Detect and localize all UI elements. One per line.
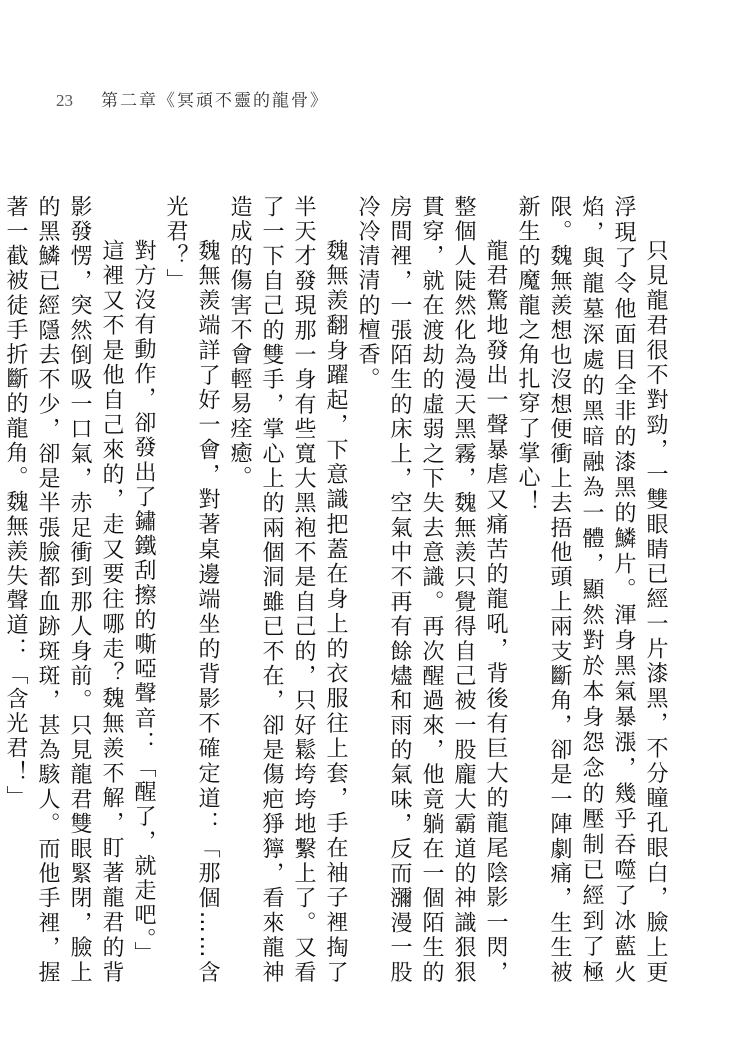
paragraph: 龍君驚地發出一聲暴虐又痛苦的龍吼，背後有巨大的龍尾陰影一閃，整個人陡然化為漫天黑霧，魏無羨只覺得自己被一股龐大霸道的神識狠狠貫穿，就在渡劫的虛弱之下失去意識。再次醒過來，他竟躺在一個陌生的房間裡，一張陌生的床上，空氣中不再有餘燼和雨的氣味，反而瀰漫一股冷冷清清的檀香。 [355,195,508,985]
paragraph: 魏無羨端詳了好一會，對著桌邊端坐的背影不確定道：「那個……含光君？」 [163,195,220,985]
paragraph: 這裡又不是他自己來的，走又要往哪走？魏無羨不解，盯著龍君的背影發愣，突然倒吸一口氣，赤足衝到那人身前。只見龍君雙眼緊閉，臉上的黑鱗已經隱去不少，卻是半張臉都血跡斑斑，甚為駭人。而他手裡，握著一截被徒手折斷的龍角。魏無羨失聲道：「含光君！」 [3,195,124,985]
chapter-title: 第二章《冥頑不靈的龍骨》 [101,91,329,111]
running-header [56,86,329,112]
paragraph: 對方沒有動作，卻發出了鏽鐵刮擦的嘶啞聲音：「醒了，就走吧。」 [131,239,156,966]
vertical-text-body [3,195,671,985]
paragraph: 魏無羨翻身躍起，下意識把蓋在身上的衣服往上套，手在袖子裡掏了半天才發現那一身有些寬大黑袍不是自己的，只好鬆垮垮地繫上了。又看了一下自己的雙手，掌心上的兩個洞雖已不在，卻是傷疤猙獰，看來龍神造成的傷害不會輕易痊癒。 [227,195,348,985]
page-number: 23 [56,91,73,110]
paragraph: 只見龍君很不對勁，一雙眼睛已經一片漆黑，不分瞳孔眼白，臉上更浮現了令他面目全非的漆黑的鱗片。渾身黑氣暴漲，幾乎吞噬了冰藍火焰，與龍墓深處的黑暗融為一體，顯然對於本身怨念的壓制已經到了極限。魏無羨想也沒想便衝上去捂他頭上兩支斷角，卻是一陣劇痛，生生被新生的魔龍之角扎穿了掌心！ [515,195,668,985]
